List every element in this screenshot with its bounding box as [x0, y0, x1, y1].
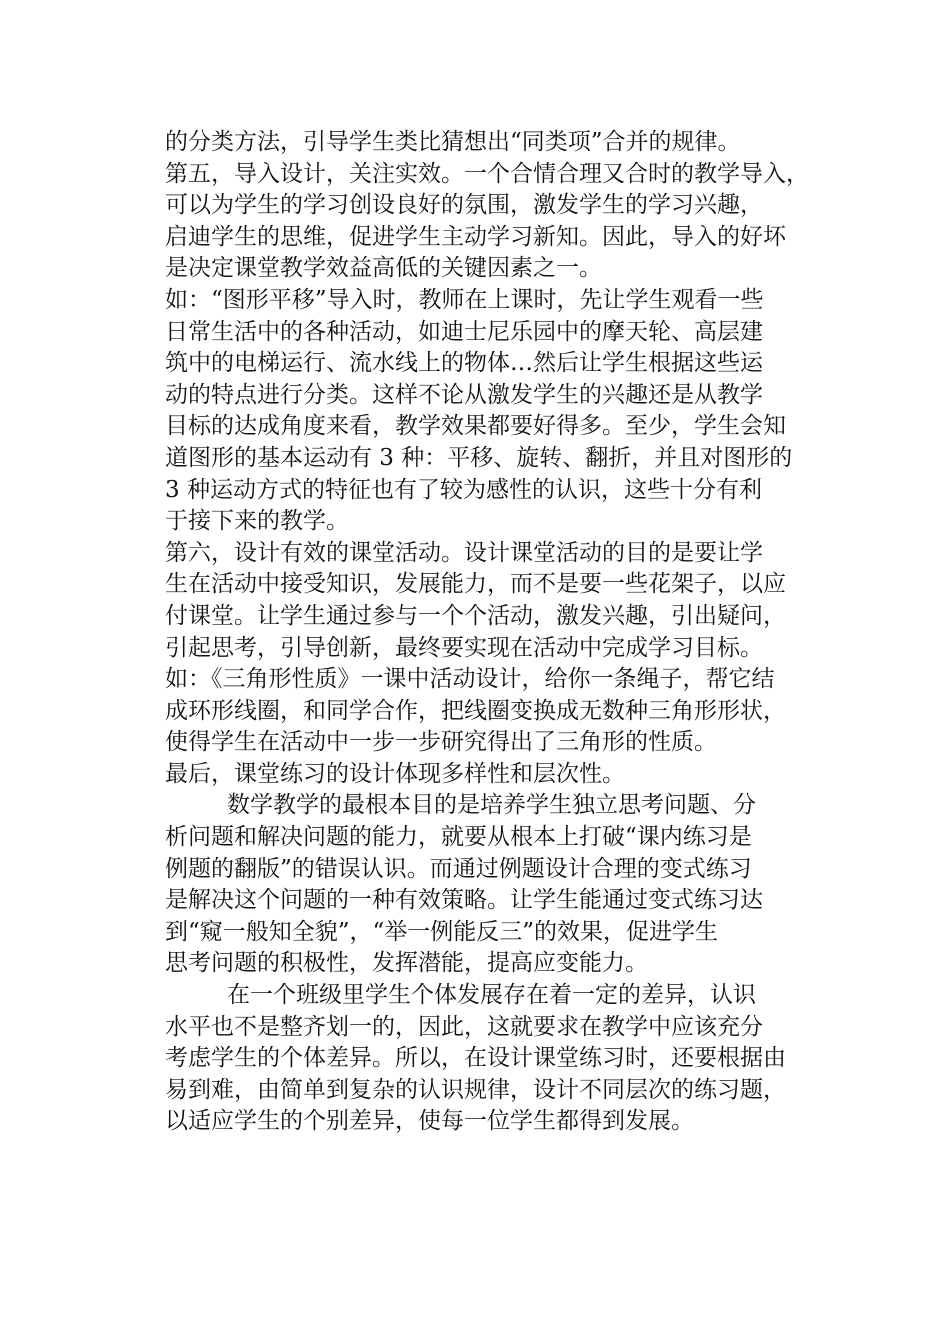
text-line: 最后，课堂练习的设计体现多样性和层次性。 — [165, 760, 625, 787]
text-line: 道图形的基本运动有 3 种：平移、旋转、翻折，并且对图形的 — [165, 444, 793, 471]
text-line: 使得学生在活动中一步一步研究得出了三角形的性质。 — [165, 729, 717, 756]
text-line: 日常生活中的各种活动，如迪士尼乐园中的摩天轮、高层建 — [165, 318, 763, 345]
text-line: 在一个班级里学生个体发展存在着一定的差异，认识 — [227, 982, 756, 1009]
text-line: 成环形线圈，和同学合作，把线圈变换成无数种三角形形状， — [165, 697, 786, 724]
text-line: 思考问题的积极性，发挥潜能，提高应变能力。 — [165, 950, 648, 977]
text-line: 例题的翻版”的错误认识。而通过例题设计合理的变式练习 — [165, 855, 752, 882]
text-line: 析问题和解决问题的能力，就要从根本上打破“课内练习是 — [165, 824, 752, 851]
text-line: 的分类方法，引导学生类比猜想出“同类项”合并的规律。 — [165, 129, 741, 155]
text-line: 生在活动中接受知识，发展能力，而不是要一些花架子，以应 — [165, 571, 786, 598]
text-line: 可以为学生的学习创设良好的氛围，激发学生的学习兴趣， — [165, 192, 763, 219]
text-line: 易到难，由简单到复杂的认识规律，设计不同层次的练习题， — [165, 1076, 786, 1103]
text-line: 引起思考，引导创新，最终要实现在活动中完成学习目标。 — [165, 634, 763, 661]
text-line: 数学教学的最根本目的是培养学生独立思考问题、分 — [227, 792, 756, 819]
text-line: 考虑学生的个体差异。所以，在设计课堂练习时，还要根据由 — [165, 1045, 786, 1072]
text-line: 目标的达成角度来看，教学效果都要好得多。至少，学生会知 — [165, 413, 786, 440]
text-line: 第五，导入设计，关注实效。一个合情合理又合时的教学导入， — [165, 160, 809, 187]
text-line: 如：“图形平移”导入时，教师在上课时，先让学生观看一些 — [165, 286, 764, 313]
text-line: 以适应学生的个别差异，使每一位学生都得到发展。 — [165, 1108, 694, 1135]
text-line: 水平也不是整齐划一的，因此，这就要求在教学中应该充分 — [165, 1013, 763, 1040]
text-line: 如：《三角形性质》一课中活动设计，给你一条绳子，帮它结 — [165, 666, 775, 693]
text-line: 筑中的电梯运行、流水线上的物体…然后让学生根据这些运 — [165, 350, 763, 377]
text-line: 第六，设计有效的课堂活动。设计课堂活动的目的是要让学 — [165, 539, 763, 566]
text-line: 于接下来的教学。 — [165, 508, 349, 535]
text-line: 到“窥一般知全貌”，“举一例能反三”的效果，促进学生 — [165, 918, 719, 945]
text-line: 付课堂。让学生通过参与一个个活动，激发兴趣，引出疑问， — [165, 602, 786, 629]
body-text — [165, 127, 835, 1138]
text-line: 是决定课堂教学效益高低的关键因素之一。 — [165, 255, 602, 282]
text-line: 动的特点进行分类。这样不论从激发学生的兴趣还是从教学 — [165, 381, 763, 408]
text-line: 是解决这个问题的一种有效策略。让学生能通过变式练习达 — [165, 887, 763, 914]
text-line: 启迪学生的思维，促进学生主动学习新知。因此，导入的好坏 — [165, 223, 786, 250]
text-line: 3 种运动方式的特征也有了较为感性的认识，这些十分有利 — [165, 476, 762, 503]
